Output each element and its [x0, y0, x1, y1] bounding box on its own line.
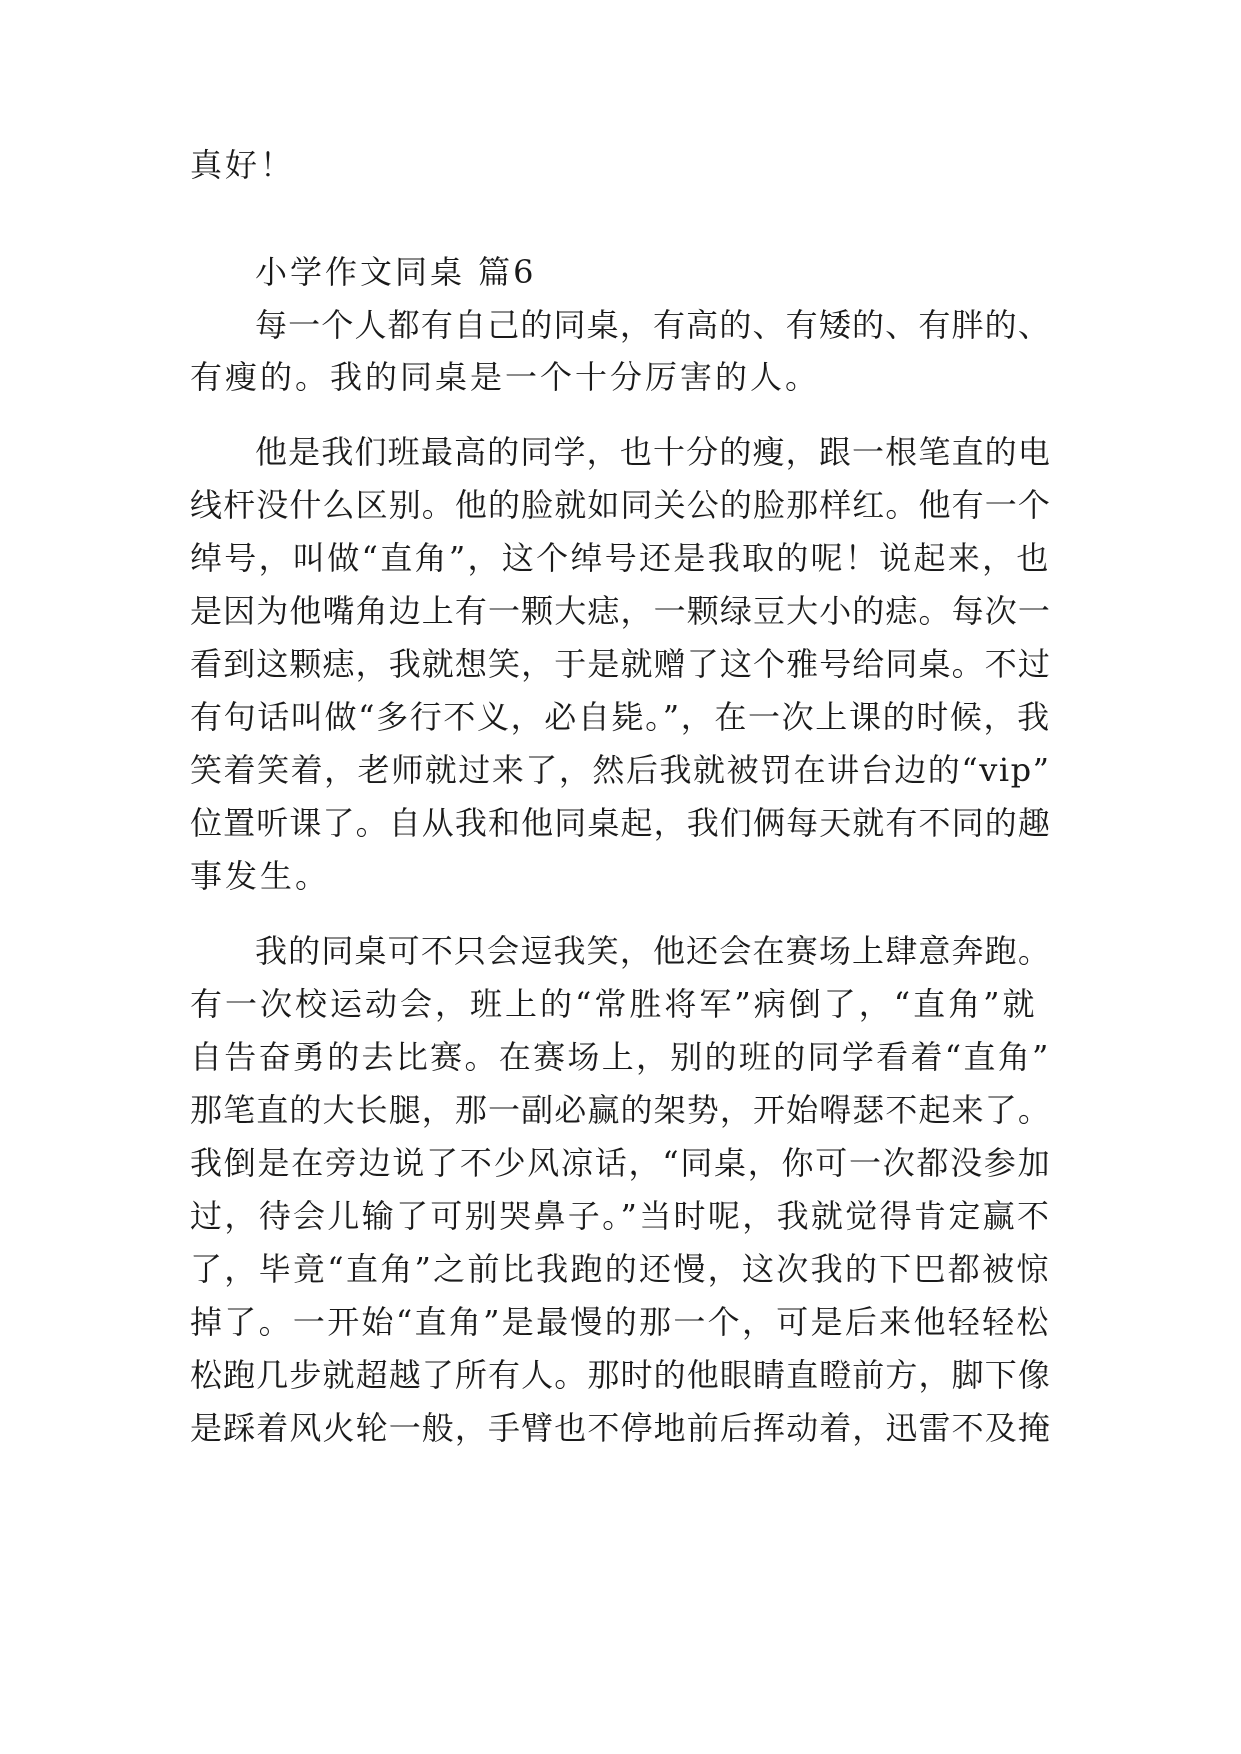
- text-line: 笑着笑着，老师就过来了，然后我就被罚在讲台边的“vip”: [190, 751, 1051, 789]
- text-line: 位置听课了。自从我和他同桌起，我们俩每天就有不同的趣: [190, 804, 1052, 842]
- text-line: 看到这颗痣，我就想笑，于是就赠了这个雅号给同桌。不过: [190, 645, 1052, 683]
- text-line: 我的同桌可不只会逗我笑，他还会在赛场上肆意奔跑。: [255, 932, 1052, 970]
- text-line: 掉了。一开始“直角”是最慢的那一个，可是后来他轻轻松: [190, 1303, 1051, 1341]
- text-line: 了，毕竟“直角”之前比我跑的还慢，这次我的下巴都被惊: [190, 1250, 1051, 1288]
- text-line: 那笔直的大长腿，那一副必赢的架势，开始嘚瑟不起来了。: [190, 1091, 1052, 1129]
- text-line: 我倒是在旁边说了不少风凉话，“同桌，你可一次都没参加: [190, 1144, 1052, 1182]
- text-line: 是踩着风火轮一般，手臂也不停地前后挥动着，迅雷不及掩: [190, 1409, 1052, 1447]
- section-heading: 小学作文同桌 篇6: [255, 253, 537, 291]
- text-line: 线杆没什么区别。他的脸就如同关公的脸那样红。他有一个: [190, 486, 1052, 524]
- text-line: 有瘦的。我的同桌是一个十分厉害的人。: [190, 358, 821, 396]
- text-line: 绰号，叫做“直角”，这个绰号还是我取的呢！说起来，也: [190, 539, 1051, 577]
- text-line: 过，待会儿输了可别哭鼻子。”当时呢，我就觉得肯定赢不: [190, 1197, 1052, 1235]
- text-line: 有句话叫做“多行不义，必自毙。”，在一次上课的时候，我: [190, 698, 1051, 736]
- text-line: 自告奋勇的去比赛。在赛场上，别的班的同学看着“直角”: [190, 1038, 1051, 1076]
- text-line: 他是我们班最高的同学，也十分的瘦，跟一根笔直的电: [255, 433, 1052, 471]
- text-line: 松跑几步就超越了所有人。那时的他眼睛直瞪前方，脚下像: [190, 1356, 1052, 1394]
- text-line: 事发生。: [190, 857, 331, 895]
- text-line: 真好！: [190, 146, 296, 184]
- text-line: 每一个人都有自己的同桌，有高的、有矮的、有胖的、: [255, 306, 1052, 344]
- text-line: 有一次校运动会，班上的“常胜将军”病倒了，“直角”就: [190, 985, 1038, 1023]
- text-line: 是因为他嘴角边上有一颗大痣，一颗绿豆大小的痣。每次一: [190, 592, 1052, 630]
